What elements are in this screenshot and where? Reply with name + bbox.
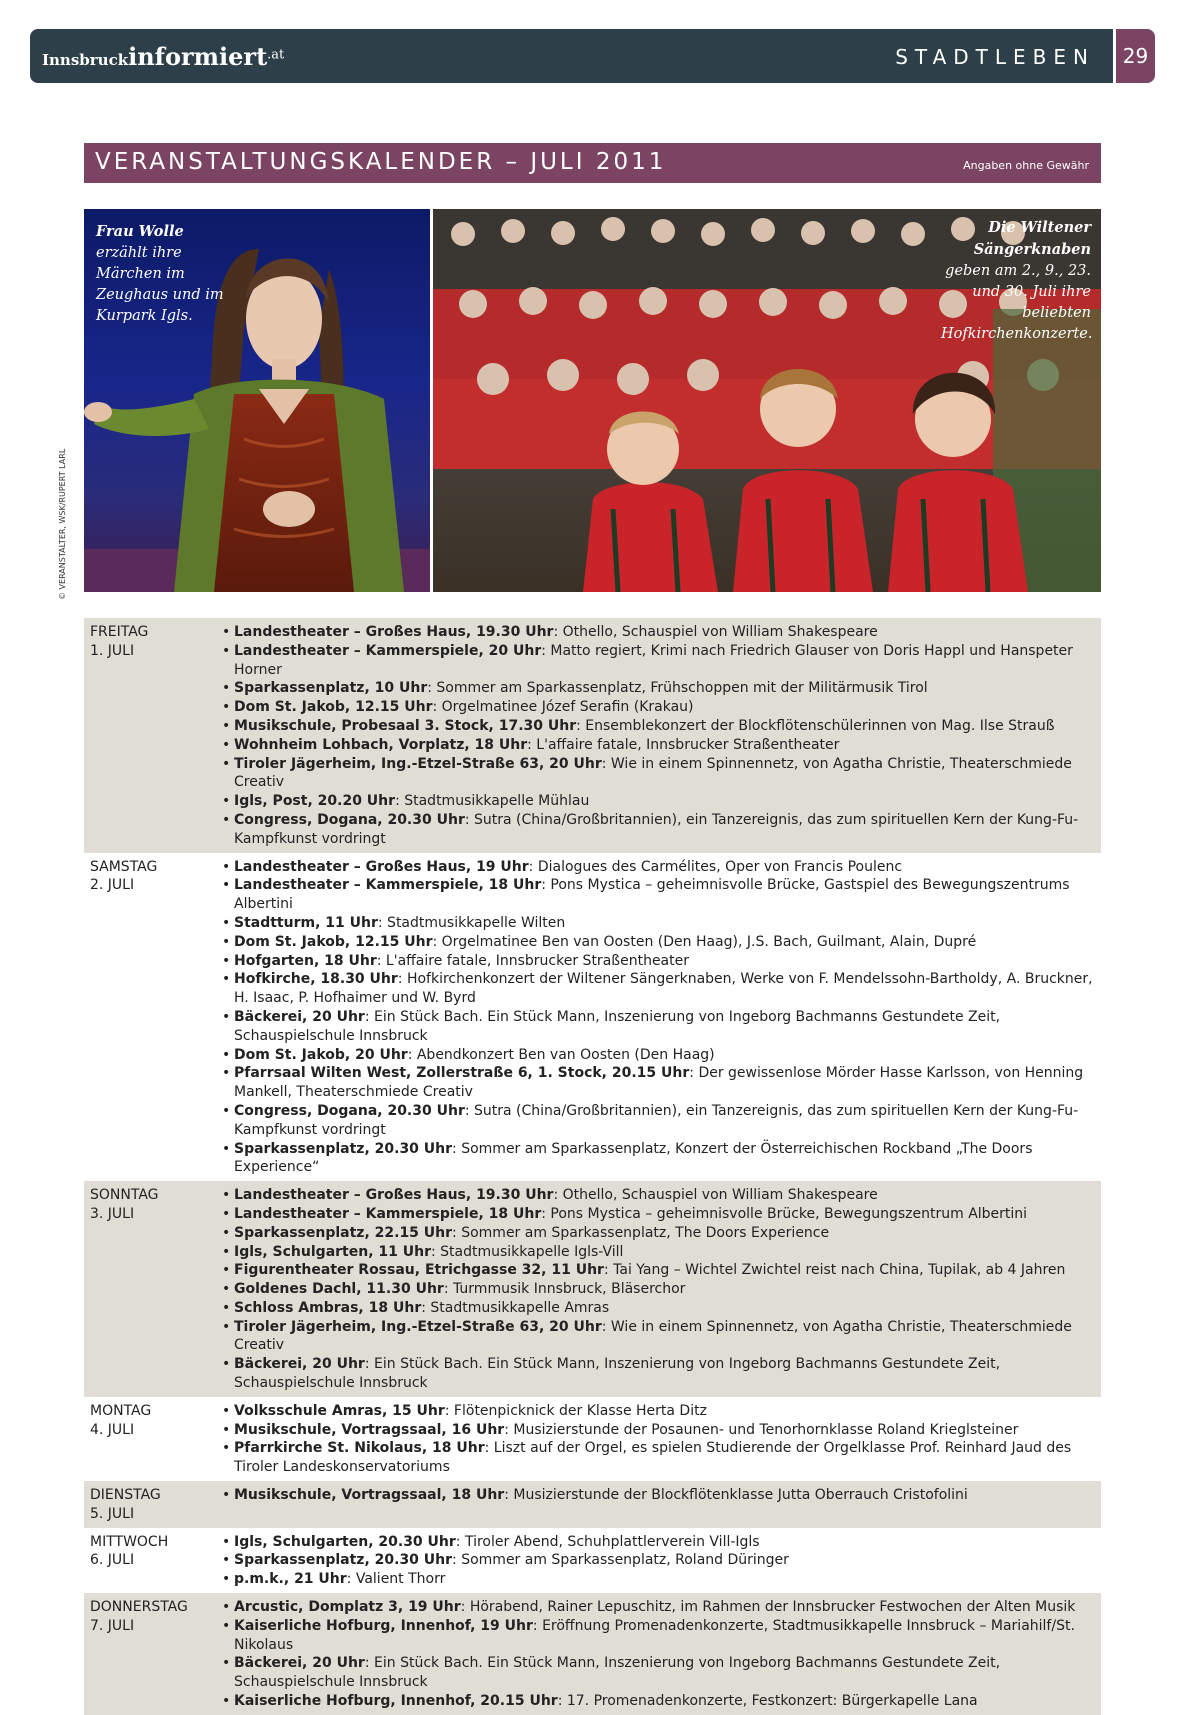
event-item	[222, 698, 1101, 717]
caption-choir-name: Die Wiltener Sängerknaben	[973, 219, 1091, 258]
event-item	[222, 933, 1101, 952]
event-item	[222, 1570, 1101, 1589]
event-description: : Eröffnung Promenadenkonzerte, Stadtmusikkapelle Innsbruck – Mariahilf/St. Nikolaus	[234, 1617, 1075, 1653]
event-description: : 17. Promenadenkonzerte, Festkonzert: Bürgerkapelle Lana	[557, 1693, 978, 1710]
weekday: MITTWOCH	[90, 1533, 169, 1550]
event-description: : Ein Stück Bach. Ein Stück Mann, Inszenierung von Ingeborg Bachmanns Gestundete Zeit, Schauspielschule Innsbruck	[234, 1655, 1001, 1691]
calendar-title: VERANSTALTUNGSKALENDER – JULI 2011	[95, 149, 667, 175]
event-venue: Dom St. Jakob, 12.15 Uhr	[234, 699, 433, 716]
event-list	[220, 1402, 1101, 1477]
day-row	[84, 618, 1101, 853]
day-label	[84, 1598, 220, 1711]
event-description: : Sommer am Sparkassenplatz, Frühschoppen mit der Militärmusik Tirol	[427, 680, 928, 697]
event-item	[222, 1186, 1101, 1205]
day-row	[84, 853, 1101, 1182]
date: 3. JULI	[90, 1205, 135, 1222]
weekday: DONNERSTAG	[90, 1599, 188, 1616]
event-list	[220, 1533, 1101, 1589]
event-item	[222, 914, 1101, 933]
event-description: : Stadtmusikkapelle Wilten	[377, 914, 566, 931]
event-venue: Stadtturm, 11 Uhr	[234, 914, 378, 931]
day-row	[84, 1528, 1101, 1593]
event-item	[222, 1008, 1101, 1046]
event-list	[220, 623, 1101, 849]
event-venue: Bäckerei, 20 Uhr	[234, 1008, 365, 1025]
event-venue: Sparkassenplatz, 22.15 Uhr	[234, 1224, 453, 1241]
calendar-header	[84, 143, 1101, 183]
event-description: : Matto regiert, Krimi nach Friedrich Glauser von Doris Happl und Hanspeter Horner	[234, 642, 1073, 678]
event-description: : Hofkirchenkonzert der Wiltener Sängerknaben, Werke von F. Mendelssohn-Bartholdy, A. Bruckner, H. Isaac, P. Hofhaimer und W. Byrd	[234, 971, 1093, 1007]
event-venue: Pfarrsaal Wilten West, Zollerstraße 6, 1. Stock, 20.15 Uhr	[234, 1065, 690, 1082]
event-venue: Dom St. Jakob, 12.15 Uhr	[234, 933, 433, 950]
event-venue: Musikschule, Probesaal 3. Stock, 17.30 Uhr	[234, 717, 577, 734]
event-item	[222, 1046, 1101, 1065]
caption-storyteller	[96, 221, 236, 327]
event-list	[220, 1486, 1101, 1524]
date: 4. JULI	[90, 1421, 135, 1438]
event-venue: Figurentheater Rossau, Etrichgasse 32, 11 Uhr	[234, 1262, 604, 1279]
event-item	[222, 736, 1101, 755]
day-row	[84, 1481, 1101, 1528]
event-description: : Tai Yang – Wichtel Zwichtel reist nach China, Tupilak, ab 4 Jahren	[603, 1262, 1066, 1279]
event-item	[222, 1299, 1101, 1318]
event-item	[222, 952, 1101, 971]
weekday: SAMSTAG	[90, 858, 158, 875]
event-venue: Schloss Ambras, 18 Uhr	[234, 1299, 422, 1316]
event-venue: Landestheater – Großes Haus, 19.30 Uhr	[234, 624, 554, 640]
event-description: : Hörabend, Rainer Lepuschitz, im Rahmen der Innsbrucker Festwochen der Alten Musik	[460, 1599, 1076, 1616]
event-description: : Liszt auf der Orgel, es spielen Studierende der Orgelklasse Prof. Reinhard Jaud des Tiroler Landeskonservatoriums	[234, 1440, 1072, 1476]
logo-at: .at	[267, 47, 285, 63]
event-description: : L'affaire fatale, Innsbrucker Straßentheater	[527, 736, 840, 753]
event-venue: Kaiserliche Hofburg, Innenhof, 20.15 Uhr	[234, 1693, 558, 1710]
event-item	[222, 1355, 1101, 1393]
event-description: : Abendkonzert Ben van Oosten (Den Haag)	[407, 1046, 715, 1063]
event-item	[222, 679, 1101, 698]
event-venue: Sparkassenplatz, 20.30 Uhr	[234, 1552, 453, 1569]
event-venue: Bäckerei, 20 Uhr	[234, 1356, 365, 1373]
event-item	[222, 1064, 1101, 1102]
event-description: : L'affaire fatale, Innsbrucker Straßentheater	[376, 952, 689, 969]
event-description: : Turmmusik Innsbruck, Bläserchor	[443, 1281, 686, 1298]
event-venue: Congress, Dogana, 20.30 Uhr	[234, 1102, 465, 1119]
event-description: : Sutra (China/Großbritannien), ein Tanzereignis, das zum spirituellen Kern der Kung-Fu-Kampfkunst vordringt	[234, 1102, 1079, 1138]
photo-boys-choir	[433, 209, 1101, 592]
event-description: : Ein Stück Bach. Ein Stück Mann, Inszenierung von Ingeborg Bachmanns Gestundete Zeit, Schauspielschule Innsbruck	[234, 1008, 1001, 1044]
caption-boys-choir	[941, 217, 1091, 345]
event-item	[222, 642, 1101, 680]
section-title: STADTLEBEN	[895, 45, 1095, 69]
event-description: : Wie in einem Spinnennetz, von Agatha Christie, Theaterschmiede Creativ	[234, 1318, 1072, 1354]
event-item	[222, 1551, 1101, 1570]
event-item	[222, 970, 1101, 1008]
event-list	[220, 1186, 1101, 1393]
day-label	[84, 623, 220, 849]
day-label	[84, 1186, 220, 1393]
day-label	[84, 1402, 220, 1477]
date: 5. JULI	[90, 1505, 135, 1522]
event-venue: Landestheater – Großes Haus, 19.30 Uhr	[234, 1187, 554, 1204]
event-venue: Arcustic, Domplatz 3, 19 Uhr	[234, 1599, 461, 1616]
event-venue: Musikschule, Vortragssaal, 18 Uhr	[234, 1487, 505, 1504]
event-venue: Volksschule Amras, 15 Uhr	[234, 1402, 445, 1419]
day-row	[84, 1397, 1101, 1481]
event-item	[222, 1280, 1101, 1299]
day-label	[84, 1533, 220, 1589]
event-venue: Landestheater – Kammerspiele, 20 Uhr	[234, 642, 542, 659]
weekday: SONNTAG	[90, 1187, 159, 1204]
logo-informiert: informiert	[128, 42, 268, 71]
event-venue: Kaiserliche Hofburg, Innenhof, 19 Uhr	[234, 1617, 533, 1634]
event-item	[222, 1102, 1101, 1140]
event-venue: Sparkassenplatz, 20.30 Uhr	[234, 1140, 453, 1157]
photo-storyteller	[84, 209, 430, 592]
weekday: DIENSTAG	[90, 1487, 161, 1504]
caption-storyteller-name: Frau Wolle	[96, 223, 184, 240]
publication-logo[interactable]	[42, 42, 284, 71]
event-item	[222, 1617, 1101, 1655]
event-item	[222, 876, 1101, 914]
event-list	[220, 858, 1101, 1178]
event-venue: Goldenes Dachl, 11.30 Uhr	[234, 1281, 444, 1298]
event-venue: Hofgarten, 18 Uhr	[234, 952, 377, 969]
event-description: : Pons Mystica – geheimnisvolle Brücke, Gastspiel des Bewegungszentrums Albertini	[234, 877, 1070, 913]
event-venue: Landestheater – Kammerspiele, 18 Uhr	[234, 877, 542, 894]
event-description: : Sommer am Sparkassenplatz, The Doors Experience	[452, 1224, 830, 1241]
event-item	[222, 792, 1101, 811]
event-item	[222, 1140, 1101, 1178]
event-calendar	[84, 618, 1101, 1715]
event-description: : Valient Thorr	[346, 1571, 446, 1588]
event-item	[222, 1402, 1101, 1421]
event-venue: Igls, Post, 20.20 Uhr	[234, 793, 396, 810]
day-label	[84, 1486, 220, 1524]
event-item	[222, 1224, 1101, 1243]
event-venue: Hofkirche, 18.30 Uhr	[234, 971, 398, 988]
event-item	[222, 858, 1101, 877]
day-row	[84, 1181, 1101, 1397]
event-description: : Sommer am Sparkassenplatz, Konzert der Österreichischen Rockband „The Doors Experience“	[234, 1140, 1033, 1176]
event-venue: Igls, Schulgarten, 11 Uhr	[234, 1243, 431, 1260]
event-description: : Othello, Schauspiel von William Shakespeare	[553, 1187, 878, 1204]
event-description: : Ensemblekonzert der Blockflötenschülerinnen von Mag. Ilse Strauß	[576, 717, 1055, 734]
event-description: : Orgelmatinee Ben van Oosten (Den Haag), J.S. Bach, Guilmant, Alain, Dupré	[432, 933, 977, 950]
event-description: : Stadtmusikkapelle Amras	[421, 1299, 610, 1316]
event-item	[222, 1439, 1101, 1477]
logo-innsbruck: Innsbruck	[42, 51, 129, 69]
event-description: : Stadtmusikkapelle Mühlau	[395, 793, 590, 810]
event-description: : Dialogues des Carmélites, Oper von Francis Poulenc	[528, 858, 903, 875]
event-description: : Othello, Schauspiel von William Shakespeare	[553, 624, 878, 640]
event-item	[222, 1654, 1101, 1692]
event-venue: Sparkassenplatz, 10 Uhr	[234, 680, 428, 697]
date: 6. JULI	[90, 1552, 135, 1569]
event-venue: Bäckerei, 20 Uhr	[234, 1655, 365, 1672]
event-venue: Wohnheim Lohbach, Vorplatz, 18 Uhr	[234, 736, 528, 753]
photo-credit: © VERANSTALTER, WSK/RUPERT LARL	[58, 448, 67, 600]
weekday: FREITAG	[90, 624, 149, 640]
event-description: : Sutra (China/Großbritannien), ein Tanzereignis, das zum spirituellen Kern der Kung-Fu-Kampfkunst vordringt	[234, 811, 1079, 847]
event-item	[222, 1261, 1101, 1280]
event-description: : Stadtmusikkapelle Igls-Vill	[430, 1243, 624, 1260]
event-description: : Flötenpicknick der Klasse Herta Ditz	[444, 1402, 707, 1419]
event-venue: Tiroler Jägerheim, Ing.-Etzel-Straße 63, 20 Uhr	[234, 1318, 602, 1335]
event-item	[222, 1598, 1101, 1617]
event-venue: p.m.k., 21 Uhr	[234, 1571, 347, 1588]
event-item	[222, 623, 1101, 642]
event-description: : Tiroler Abend, Schuhplattlerverein Vill-Igls	[455, 1533, 760, 1550]
disclaimer-note: Angaben ohne Gewähr	[963, 159, 1089, 172]
event-description: : Pons Mystica – geheimnisvolle Brücke, Bewegungszentrum Albertini	[541, 1205, 1028, 1222]
event-venue: Landestheater – Kammerspiele, 18 Uhr	[234, 1205, 542, 1222]
event-item	[222, 717, 1101, 736]
caption-storyteller-text: erzählt ihre Märchen im Zeughaus und im Kurpark Igls.	[96, 245, 224, 324]
event-item	[222, 811, 1101, 849]
event-description: : Ein Stück Bach. Ein Stück Mann, Inszenierung von Ingeborg Bachmanns Gestundete Zeit, Schauspielschule Innsbruck	[234, 1356, 1001, 1392]
event-venue: Congress, Dogana, 20.30 Uhr	[234, 811, 465, 828]
event-description: : Orgelmatinee Józef Serafin (Krakau)	[432, 699, 694, 716]
page-number: 29	[1113, 29, 1155, 83]
day-label	[84, 858, 220, 1178]
event-item	[222, 1692, 1101, 1711]
event-item	[222, 1318, 1101, 1356]
event-description: : Musizierstunde der Blockflötenklasse Jutta Oberrauch Cristofolini	[504, 1487, 968, 1504]
header-bar	[30, 29, 1113, 83]
event-item	[222, 755, 1101, 793]
event-venue: Igls, Schulgarten, 20.30 Uhr	[234, 1533, 456, 1550]
event-description: : Musizierstunde der Posaunen- und Tenorhornklasse Roland Krieglsteiner	[504, 1421, 1019, 1438]
event-venue: Dom St. Jakob, 20 Uhr	[234, 1046, 408, 1063]
event-venue: Musikschule, Vortragssaal, 16 Uhr	[234, 1421, 505, 1438]
event-description: : Sommer am Sparkassenplatz, Roland Düringer	[452, 1552, 789, 1569]
event-venue: Pfarrkirche St. Nikolaus, 18 Uhr	[234, 1440, 485, 1457]
event-description: : Der gewissenlose Mörder Hasse Karlsson, von Henning Mankell, Theaterschmiede Creativ	[234, 1065, 1084, 1101]
weekday: MONTAG	[90, 1402, 152, 1419]
event-item	[222, 1533, 1101, 1552]
event-item	[222, 1243, 1101, 1262]
event-list	[220, 1598, 1101, 1711]
event-item	[222, 1205, 1101, 1224]
event-item	[222, 1486, 1101, 1505]
event-venue: Tiroler Jägerheim, Ing.-Etzel-Straße 63, 20 Uhr	[234, 755, 602, 772]
event-item	[222, 1421, 1101, 1440]
date: 2. JULI	[90, 877, 135, 894]
date: 7. JULI	[90, 1617, 135, 1634]
event-venue: Landestheater – Großes Haus, 19 Uhr	[234, 858, 529, 875]
date: 1. JULI	[90, 642, 135, 659]
caption-choir-text: geben am 2., 9., 23. und 30. Juli ihre beliebten Hofkirchenkonzerte.	[941, 263, 1093, 342]
event-description: : Wie in einem Spinnennetz, von Agatha Christie, Theaterschmiede Creativ	[234, 755, 1072, 791]
